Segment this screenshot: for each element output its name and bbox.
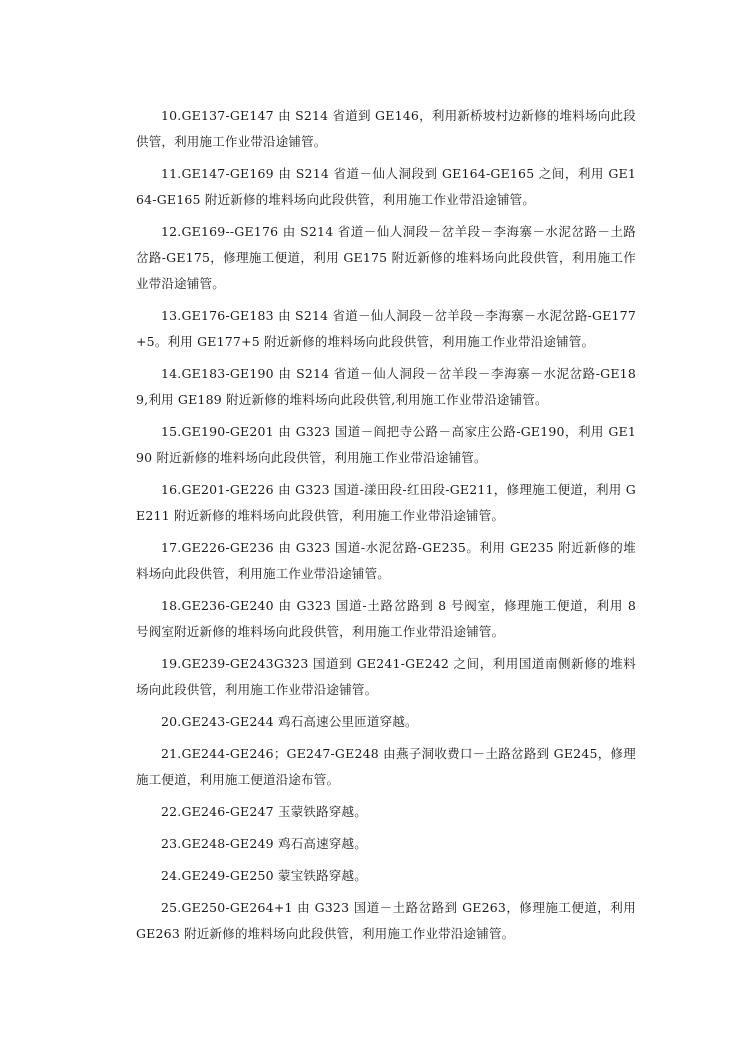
paragraph-11: 11.GE147-GE169 由 S214 省道－仙人洞段到 GE164-GE165 之间，利用 GE164-GE165 附近新修的堆料场向此段供管，利用施工作业带沿途铺管。	[136, 166, 636, 207]
paragraph-18: 18.GE236-GE240 由 G323 国道-土路岔路到 8 号阀室，修理施工便道，利用 8 号阀室附近新修的堆料场向此段供管，利用施工作业带沿途铺管。	[136, 598, 636, 639]
paragraph-15: 15.GE190-GE201 由 G323 国道－阎把寺公路－高家庄公路-GE190，利用 GE190 附近新修的堆料场向此段供管，利用施工作业带沿途铺管。	[136, 424, 636, 465]
paragraph-10: 10.GE137-GE147 由 S214 省道到 GE146，利用新桥坡村边新修的堆料场向此段供管，利用施工作业带沿途铺管。	[136, 108, 636, 149]
paragraph-22: 22.GE246-GE247 玉蒙铁路穿越。	[161, 804, 367, 819]
paragraph-24: 24.GE249-GE250 蒙宝铁路穿越。	[161, 868, 367, 883]
paragraph-14: 14.GE183-GE190 由 S214 省道－仙人洞段－岔羊段－李海寨－水泥岔路-GE189,利用 GE189 附近新修的堆料场向此段供管,利用施工作业带沿途铺管。	[136, 366, 636, 407]
paragraph-21: 21.GE244-GE246；GE247-GE248 由燕子洞收费口－土路岔路到 GE245，修理施工便道，利用施工便道沿途布管。	[136, 746, 636, 787]
paragraph-17: 17.GE226-GE236 由 G323 国道-水泥岔路-GE235。利用 GE235 附近新修的堆料场向此段供管，利用施工作业带沿途铺管。	[136, 540, 636, 581]
paragraph-16: 16.GE201-GE226 由 G323 国道-漾田段-红田段-GE211，修理施工便道，利用 GE211 附近新修的堆料场向此段供管，利用施工作业带沿途铺管。	[136, 482, 636, 523]
paragraph-23: 23.GE248-GE249 鸡石高速穿越。	[161, 836, 367, 851]
paragraph-12: 12.GE169--GE176 由 S214 省道－仙人洞段－岔羊段－李海寨－水泥岔路－土路岔路-GE175，修理施工便道，利用 GE175 附近新修的堆料场向此段供管，利用施工作业带沿途铺管。	[136, 224, 636, 291]
paragraph-25: 25.GE250-GE264+1 由 G323 国道－土路岔路到 GE263，修理施工便道，利用 GE263 附近新修的堆料场向此段供管，利用施工作业带沿途铺管。	[136, 900, 636, 941]
document-body	[136, 103, 636, 953]
paragraph-19: 19.GE239-GE243G323 国道到 GE241-GE242 之间，利用国道南侧新修的堆料场向此段供管，利用施工作业带沿途铺管。	[136, 656, 636, 697]
paragraph-20: 20.GE243-GE244 鸡石高速公里匝道穿越。	[161, 714, 418, 729]
paragraph-13: 13.GE176-GE183 由 S214 省道－仙人洞段－岔羊段－李海寨－水泥岔路-GE177+5。利用 GE177+5 附近新修的堆料场向此段供管，利用施工作业带沿途铺管。	[136, 308, 636, 349]
